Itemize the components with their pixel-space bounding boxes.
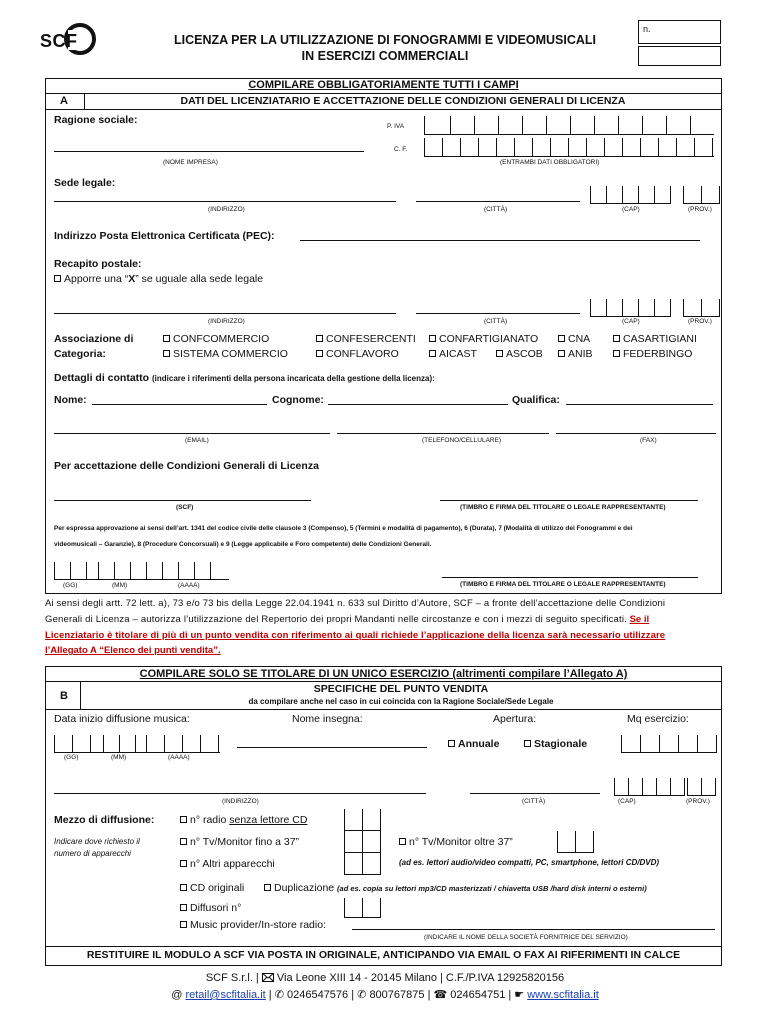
legal-line3: Licenziatario è titolare di più di un punto vendita con riferimento ai quali richiede l’applicazione della licenza sarà necessario utilizzare [45, 630, 666, 641]
sede-legale-label: Sede legale: [54, 177, 116, 189]
footer-company: SCF S.r.l. | [205, 972, 259, 984]
scf-logo [38, 22, 98, 62]
cap-caption: (CAP) [622, 206, 640, 213]
option-label: ANIB [568, 348, 593, 360]
approvazione-line1: Per espressa approvazione ai sensi dell’art. 1341 del codice civile delle clausole 3 (Compenso), 5 (Termini e modalità di pagamento), 6 (Durata), 7 (Modalità di utilizzo dei Fonogrammi e dei [54, 525, 633, 532]
b-indirizzo-field[interactable] [54, 793, 426, 794]
field-line [590, 316, 670, 317]
option-music-provider[interactable] [180, 919, 326, 931]
checkbox-icon[interactable] [180, 904, 187, 911]
phone-icon: ✆ [274, 989, 284, 1001]
logo-text: SCF [40, 31, 78, 51]
divider [45, 946, 722, 947]
checkbox-icon[interactable] [180, 884, 187, 891]
checkbox-icon[interactable] [496, 350, 503, 357]
titolare-signature-field-2[interactable] [442, 577, 698, 578]
envelope-icon-svg [262, 973, 274, 982]
option-label: FEDERBINGO [623, 348, 693, 360]
footer-web-link[interactable]: www.scfitalia.it [527, 989, 599, 1001]
scf-caption: (SCF) [176, 504, 194, 511]
option-label: Diffusori n° [190, 902, 242, 914]
checkbox-icon[interactable] [399, 838, 406, 845]
scf-signature-field[interactable] [54, 500, 311, 501]
altri-count-cells[interactable] [344, 853, 381, 875]
field-line [557, 852, 593, 853]
footer-address: Via Leone XIII 14 - 20145 Milano | C.F./P.IVA 12925820156 [276, 972, 565, 984]
piva-cells[interactable] [424, 116, 691, 134]
field-line [614, 795, 684, 796]
option-label: CASARTIGIANI [623, 333, 697, 345]
option-label: n° Tv/Monitor fino a 37” [190, 836, 300, 848]
cf-label: C. F. [394, 146, 408, 153]
section-b-title: SPECIFICHE DEL PUNTO VENDITA [313, 683, 489, 695]
recapito-prov-cells[interactable] [683, 299, 720, 317]
apporre-pre: Apporre una “ [64, 273, 129, 285]
dettagli-label: Dettagli di contatto [54, 372, 150, 384]
qualifica-label: Qualifica: [512, 394, 560, 406]
option-label: Music provider/In-store radio: [190, 919, 326, 931]
cognome-label: Cognome: [272, 394, 324, 406]
nome-insegna-field[interactable] [237, 747, 427, 748]
recapito-label: Recapito postale: [54, 258, 142, 270]
cf-cells[interactable] [424, 138, 713, 156]
option-label-underlined: senza lettore CD [229, 814, 308, 826]
date-mm-cells[interactable] [98, 562, 131, 580]
option-label: n° Tv/Monitor oltre 37” [409, 836, 513, 848]
tv37-count-cells[interactable] [344, 831, 381, 853]
option-tv-oltre[interactable] [399, 836, 513, 848]
option-label: n° Altri apparecchi [190, 858, 275, 870]
approvazione-line2: videomusicali – Garanzie), 8 (Procedure Concorsuali) e 9 (Legge applicabile e Foro competente) delle Condizioni Generali. [54, 541, 432, 548]
apporre-x: X [128, 273, 136, 285]
timbro-caption: (TIMBRO E FIRMA DEL TITOLARE O LEGALE RAPPRESENTANTE) [460, 504, 666, 511]
option-aicast[interactable] [429, 348, 477, 360]
field-line [621, 752, 717, 753]
legal-line1: Ai sensi degli artt. 72 lett. a), 73 e/o 73 bis della Legge 22.04.1941 n. 633 sul Diritto d’Autore, SCF – a fronte dell’accettazione delle Condizioni [45, 598, 666, 609]
citta-caption: (CITTÀ) [522, 798, 546, 805]
restituire-banner: RESTITUIRE IL MODULO A SCF VIA POSTA IN ORIGINALE, ANTICIPANDO VIA EMAIL O FAX AI RIFERIMENTI IN CALCE [86, 949, 681, 961]
option-anib[interactable] [558, 348, 593, 360]
option-altri[interactable] [180, 858, 275, 870]
mm-caption: (MM) [111, 754, 127, 761]
option-label: Duplicazione [274, 882, 335, 894]
option-label: CONFESERCENTI [326, 333, 416, 345]
altri-note: (ad es. lettori audio/video compatti, PC, smartphone, lettori CD/DVD) [399, 858, 660, 867]
data-inizio-label: Data inizio diffusione musica: [54, 713, 190, 725]
nome-insegna-label: Nome insegna: [292, 713, 363, 725]
separator: | [351, 989, 355, 1001]
section-b-subtitle: da compilare anche nel caso in cui coincida con la Ragione Sociale/Sede Legale [248, 697, 554, 706]
checkbox-icon[interactable] [448, 740, 455, 747]
checkbox-icon[interactable] [613, 335, 620, 342]
number-field-2[interactable] [638, 46, 721, 66]
piva-label: P. IVA [387, 123, 405, 130]
field-line [344, 874, 380, 875]
apporre-x-option[interactable] [54, 273, 263, 285]
qualifica-field[interactable] [566, 404, 713, 405]
indirizzo-caption: (INDIRIZZO) [222, 798, 259, 805]
pec-label: Indirizzo Posta Elettronica Certificata (PEC): [54, 230, 275, 242]
diffusori-count-cells[interactable] [344, 898, 381, 918]
section-a-banner: COMPILARE OBBLIGATORIAMENTE TUTTI I CAMPI [248, 79, 519, 91]
option-confesercenti[interactable] [316, 333, 416, 345]
field-line [683, 316, 719, 317]
email-caption: (EMAIL) [185, 437, 209, 444]
checkbox-icon[interactable] [163, 350, 170, 357]
sede-cap-cells[interactable] [590, 186, 671, 204]
option-diffusori[interactable] [180, 902, 241, 914]
option-confartigianato[interactable] [429, 333, 538, 345]
section-a-letter: A [60, 95, 68, 107]
citta-caption: (CITTÀ) [484, 318, 508, 325]
recapito-indirizzo-field[interactable] [54, 313, 396, 314]
accettazione-label: Per accettazione delle Condizioni Generali di Licenza [54, 460, 319, 472]
footer-fax: 024654751 [450, 989, 506, 1001]
field-line [344, 917, 380, 918]
titolare-signature-field[interactable] [440, 500, 698, 501]
field-line [687, 795, 716, 796]
field-line [54, 752, 220, 753]
option-label: AICAST [439, 348, 477, 360]
separator: | [268, 989, 272, 1001]
pec-field[interactable] [300, 240, 700, 241]
option-confcommercio[interactable] [163, 333, 269, 345]
divider [45, 109, 722, 110]
b-prov-cells[interactable] [687, 778, 716, 796]
prov-caption: (PROV.) [688, 318, 712, 325]
apertura-label: Apertura: [493, 713, 537, 725]
field-line [54, 579, 229, 580]
page-title-line2: IN ESERCIZI COMMERCIALI [301, 49, 469, 63]
number-field[interactable] [638, 20, 721, 44]
separator: | [427, 989, 431, 1001]
separator: | [508, 989, 512, 1001]
sede-indirizzo-field[interactable] [54, 201, 396, 202]
b-cap-cells[interactable] [614, 778, 685, 796]
option-federbingo[interactable] [613, 348, 692, 360]
field-line [424, 156, 714, 157]
fax-field[interactable] [556, 433, 716, 434]
sede-citta-field[interactable] [416, 201, 580, 202]
option-label: CONFLAVORO [326, 348, 399, 360]
mq-cells[interactable] [621, 735, 717, 753]
option-label: CNA [568, 333, 591, 345]
cognome-field[interactable] [328, 404, 508, 405]
mezzo-label: Mezzo di diffusione: [54, 814, 155, 826]
dettagli-note: (indicare i riferimenti della persona incaricata della gestione della licenza): [152, 374, 435, 383]
option-stagionale[interactable] [524, 738, 587, 750]
b-citta-field[interactable] [470, 793, 600, 794]
checkbox-icon[interactable] [316, 335, 323, 342]
legal-line4: l’Allegato A “Elenco dei punti vendita”. [45, 645, 221, 656]
pointer-icon: ☛ [514, 989, 525, 1001]
aaaa-caption: (AAAA) [178, 582, 200, 589]
option-label: Stagionale [534, 738, 588, 750]
checkbox-icon[interactable] [163, 335, 170, 342]
option-annuale[interactable] [448, 738, 499, 750]
option-tv37[interactable] [180, 836, 299, 848]
footer-line2 [0, 988, 770, 1001]
categoria-label: Categoria: [54, 348, 106, 360]
nome-label: Nome: [54, 394, 87, 406]
section-b-letter: B [60, 690, 68, 702]
gg-caption: (GG) [63, 582, 78, 589]
field-line [424, 134, 714, 135]
option-label: Annuale [458, 738, 500, 750]
option-duplicazione[interactable] [264, 882, 647, 894]
b-date-gg-cells[interactable] [54, 735, 91, 753]
field-line [683, 203, 719, 204]
nome-impresa-field[interactable] [54, 151, 364, 152]
option-label: CD originali [190, 882, 245, 894]
b-date-mm-cells[interactable] [103, 735, 136, 753]
checkbox-icon[interactable] [613, 350, 620, 357]
dettagli-heading [54, 372, 435, 384]
option-label: n° radio [190, 814, 230, 826]
tv-oltre-count-cells[interactable] [557, 831, 594, 853]
at-icon: @ [171, 989, 183, 1001]
email-field[interactable] [54, 433, 330, 434]
recapito-citta-field[interactable] [416, 313, 580, 314]
associazione-label: Associazione di [54, 333, 134, 345]
footer-line1 [0, 972, 770, 984]
cap-caption: (CAP) [618, 798, 636, 805]
option-conflavoro[interactable] [316, 348, 399, 360]
gg-caption: (GG) [64, 754, 79, 761]
checkbox-icon[interactable] [558, 335, 565, 342]
option-label: CONFCOMMERCIO [173, 333, 270, 345]
apporre-post: ” se uguale alla sede legale [135, 273, 264, 285]
timbro-caption-2: (TIMBRO E FIRMA DEL TITOLARE O LEGALE RAPPRESENTANTE) [460, 581, 666, 588]
divider [45, 681, 722, 682]
societa-caption: (INDICARE IL NOME DELLA SOCIETÀ FORNITRICE DEL SERVIZIO) [424, 934, 628, 941]
option-label: SISTEMA COMMERCIO [173, 348, 288, 360]
b-date-aaaa-cells[interactable] [146, 735, 219, 753]
date-aaaa-cells[interactable] [146, 562, 211, 580]
option-casartigiani[interactable] [613, 333, 697, 345]
field-line [590, 203, 670, 204]
citta-caption: (CITTÀ) [484, 206, 508, 213]
radio-count-cells[interactable] [344, 809, 381, 831]
checkbox-icon[interactable] [558, 350, 565, 357]
checkbox-icon[interactable] [180, 816, 187, 823]
envelope-icon [262, 973, 274, 982]
option-sistema-commercio[interactable] [163, 348, 288, 360]
divider [45, 93, 722, 94]
checkbox-icon[interactable] [316, 350, 323, 357]
nome-field[interactable] [92, 404, 267, 405]
cap-caption: (CAP) [622, 318, 640, 325]
mq-label: Mq esercizio: [627, 713, 689, 725]
aaaa-caption: (AAAA) [168, 754, 190, 761]
prov-caption: (PROV.) [686, 798, 710, 805]
telefono-field[interactable] [337, 433, 549, 434]
checkbox-icon[interactable] [524, 740, 531, 747]
option-radio[interactable] [180, 814, 307, 826]
indicare-note: Indicare dove richiesto il numero di apparecchi [54, 837, 140, 858]
option-label: CONFARTIGIANATO [439, 333, 539, 345]
fax-caption: (FAX) [640, 437, 657, 444]
number-label: n. [643, 24, 651, 34]
option-cna[interactable] [558, 333, 590, 345]
footer-phone2: 800767875 [369, 989, 425, 1001]
checkbox-icon[interactable] [429, 335, 436, 342]
recapito-cap-cells[interactable] [590, 299, 671, 317]
dup-note: (ad es. copia su lettori mp3/CD masterizzati / chiavetta USB /hard disk interni o esterni) [337, 884, 647, 893]
checkbox-icon[interactable] [180, 838, 187, 845]
checkbox-icon[interactable] [180, 921, 187, 928]
option-label: ASCOB [506, 348, 543, 360]
fax-icon: ☎ [433, 989, 448, 1001]
indirizzo-caption: (INDIRIZZO) [208, 318, 245, 325]
option-ascob[interactable] [496, 348, 543, 360]
divider [45, 709, 722, 710]
page-title-line1: LICENZA PER LA UTILIZZAZIONE DI FONOGRAMMI E VIDEOMUSICALI [174, 33, 596, 47]
checkbox-icon[interactable] [180, 860, 187, 867]
toll-free-icon: ✆ [357, 989, 367, 1001]
checkbox-icon[interactable] [54, 275, 61, 282]
legal-line2 [45, 614, 649, 625]
nome-impresa-caption: (NOME IMPRESA) [163, 159, 218, 166]
music-provider-field[interactable] [352, 929, 715, 930]
footer-email-link[interactable]: retail@scfitalia.it [185, 989, 266, 1001]
date-gg-cells[interactable] [54, 562, 87, 580]
section-a-title: DATI DEL LICENZIATARIO E ACCETTAZIONE DELLE CONDIZIONI GENERALI DI LICENZA [180, 95, 626, 107]
prov-caption: (PROV.) [688, 206, 712, 213]
checkbox-icon[interactable] [264, 884, 271, 891]
legal-line2-text: Generali di Licenza – autorizza l’utilizzazione del Repertorio dei propri Mandanti nelle circostanze e con i mezzi di seguito specificati. [45, 614, 627, 625]
telefono-caption: (TELEFONO/CELLULARE) [422, 437, 502, 444]
sede-prov-cells[interactable] [683, 186, 720, 204]
checkbox-icon[interactable] [429, 350, 436, 357]
legal-line2-red: Se il [629, 614, 650, 625]
option-cd[interactable] [180, 882, 244, 894]
footer-phone1: 0246547576 [286, 989, 349, 1001]
mm-caption: (MM) [112, 582, 128, 589]
section-b-banner: COMPILARE SOLO SE TITOLARE DI UN UNICO ESERCIZIO (altrimenti compilare l’Allegato A) [139, 668, 628, 680]
ragione-sociale-label: Ragione sociale: [54, 114, 138, 126]
entrambi-caption: (ENTRAMBI DATI OBBLIGATORI) [500, 159, 600, 166]
indirizzo-caption: (INDIRIZZO) [208, 206, 245, 213]
